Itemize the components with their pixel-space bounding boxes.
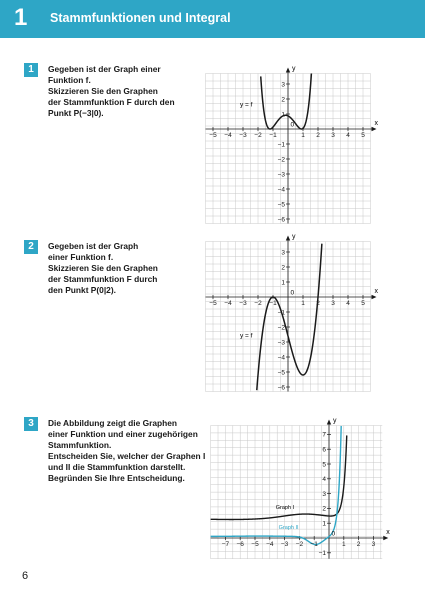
task-number-badge: 2 (24, 240, 38, 254)
x-tick-label: −7 (221, 541, 230, 548)
x-tick-label: −2 (295, 541, 304, 548)
x-tick-label: −4 (224, 132, 232, 139)
chapter-header (0, 0, 425, 38)
curve-label: y = f (240, 101, 253, 109)
y-axis-label: y (292, 65, 296, 73)
y-tick-label: 4 (322, 476, 326, 484)
x-tick-label: −5 (209, 132, 217, 139)
y-tick-label: 1 (322, 520, 326, 528)
task-line: Stammfunktion. (48, 440, 112, 450)
y-tick-label: −6 (277, 384, 285, 392)
y-tick-label: −2 (277, 156, 285, 164)
y-tick-label: 3 (322, 490, 326, 498)
x-tick-label: 3 (331, 132, 335, 139)
y-axis-label: y (292, 233, 296, 241)
task-line: Gegeben ist der Graph einer (48, 64, 161, 74)
x-tick-label: 5 (361, 132, 365, 139)
task-line: Gegeben ist der Graph (48, 241, 139, 251)
x-tick-label: −6 (236, 541, 244, 548)
y-tick-label: −3 (277, 171, 285, 179)
x-axis-arrow (372, 295, 377, 299)
x-tick-label: −4 (266, 541, 274, 548)
y-tick-label: −5 (277, 201, 285, 209)
x-tick-labels (209, 132, 365, 139)
y-tick-label: 2 (322, 505, 326, 513)
task-line: Funktion f. (48, 75, 91, 85)
y-tick-label: 3 (281, 81, 285, 89)
x-tick-label: −3 (239, 300, 247, 307)
task-line: den Punkt P(0|2). (48, 285, 116, 295)
y-tick-labels (278, 81, 286, 223)
axes (206, 65, 377, 224)
y-axis-arrow (286, 236, 290, 241)
x-tick-labels (209, 300, 365, 307)
y-axis-arrow (327, 420, 331, 425)
task-3-text (48, 418, 208, 484)
y-tick-label: −1 (277, 141, 285, 149)
page-number: 6 (22, 570, 29, 582)
axes (206, 233, 377, 392)
origin-label: 0 (290, 121, 295, 129)
y-axis-arrow (286, 68, 290, 73)
task-2-text (48, 241, 193, 296)
chapter-title: Stammfunktionen und Integral (50, 11, 231, 25)
y-tick-label: −4 (277, 354, 285, 362)
x-tick-label: −5 (251, 541, 259, 548)
x-tick-label: −4 (224, 300, 232, 307)
x-tick-label: 2 (316, 300, 320, 307)
y-tick-label: 3 (281, 249, 285, 257)
grid-lines (211, 426, 383, 559)
task-line: und II die Stammfunktion darstellt. (48, 462, 186, 472)
y-tick-label: 6 (322, 446, 326, 454)
y-tick-label: 1 (281, 111, 285, 119)
y-tick-label: 5 (322, 461, 326, 469)
y-tick-label: 2 (281, 264, 285, 272)
graph-2 (198, 233, 388, 398)
x-axis-label: x (386, 529, 390, 536)
x-tick-label: 3 (371, 541, 376, 548)
graph-1 (198, 64, 388, 222)
task-line: Die Abbildung zeigt die Graphen (48, 418, 178, 428)
task-line: Entscheiden Sie, welcher der Graphen I (48, 451, 206, 461)
task-line: Skizzieren Sie den Graphen (48, 86, 158, 96)
x-axis-arrow (383, 536, 388, 540)
task-line: der Stammfunktion F durch (48, 274, 158, 284)
graph-i-label: Graph I (275, 505, 295, 512)
x-tick-label: −1 (269, 132, 277, 139)
x-tick-label: 1 (341, 541, 346, 548)
x-axis-label: x (374, 120, 378, 127)
x-tick-label: 2 (356, 541, 361, 548)
task-line: Begründen Sie Ihre Entscheidung. (48, 473, 185, 483)
x-tick-labels (222, 541, 376, 548)
task-line: Skizzieren Sie den Graphen (48, 263, 158, 273)
task-line: einer Funktion und einer zugehörigen (48, 429, 198, 439)
x-tick-label: −3 (239, 132, 247, 139)
y-tick-label: −6 (277, 216, 285, 224)
x-tick-label: −3 (280, 541, 289, 548)
task-line: einer Funktion f. (48, 252, 114, 262)
x-tick-label: 1 (301, 132, 305, 139)
graph-ii-label: Graph II (278, 525, 299, 532)
graph-3 (205, 418, 390, 566)
x-tick-label: −2 (254, 132, 262, 139)
task-number-badge: 1 (24, 63, 38, 77)
y-tick-label: 2 (281, 96, 285, 104)
x-tick-label: 5 (361, 300, 365, 307)
x-tick-label: −5 (209, 300, 217, 307)
x-axis-arrow (372, 127, 377, 131)
origin-label: 0 (290, 289, 295, 297)
x-tick-label: 1 (301, 300, 305, 307)
x-tick-label: 4 (346, 132, 350, 139)
y-axis-label: y (333, 417, 337, 425)
task-line: der Stammfunktion F durch den (48, 97, 175, 107)
origin-label: 0 (331, 530, 336, 538)
y-tick-label: −1 (277, 309, 285, 317)
y-tick-label: 1 (281, 279, 285, 287)
y-tick-label: −4 (277, 186, 285, 194)
curve-label: y = f (240, 332, 253, 340)
x-axis-label: x (374, 288, 378, 295)
x-tick-label: 2 (316, 132, 320, 139)
x-tick-label: −1 (310, 541, 318, 548)
x-tick-label: 3 (331, 300, 335, 307)
y-tick-label: −3 (277, 339, 285, 347)
function-f-curve (257, 244, 322, 390)
x-tick-label: 4 (346, 300, 350, 307)
task-line: Punkt P(−3|0). (48, 108, 104, 118)
y-tick-label: −5 (277, 369, 285, 377)
x-tick-label: −1 (269, 300, 277, 307)
y-tick-label: −1 (318, 550, 326, 558)
y-tick-label: 7 (322, 431, 326, 439)
chapter-number: 1 (14, 4, 28, 31)
task-1-text (48, 64, 193, 119)
x-tick-label: −2 (254, 300, 262, 307)
task-number-badge: 3 (24, 417, 38, 431)
function-f-curve (261, 74, 312, 130)
y-tick-label: −2 (277, 324, 285, 332)
